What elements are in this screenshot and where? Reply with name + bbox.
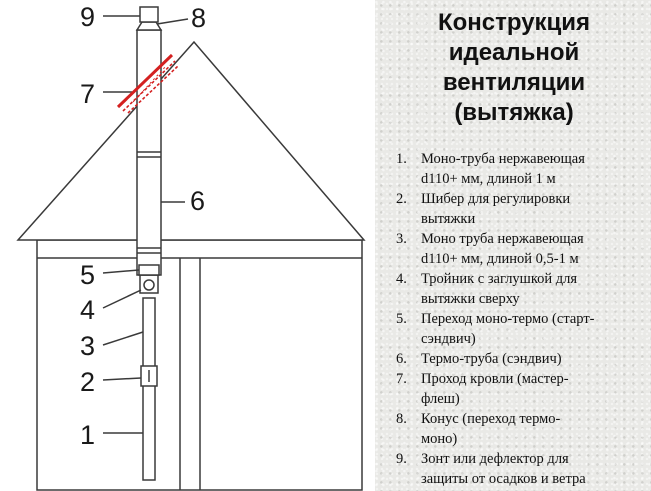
legend-number: 5. bbox=[396, 311, 407, 327]
callout-number: 9 bbox=[80, 2, 96, 32]
legend-item bbox=[396, 369, 636, 409]
legend-text-line: Тройник с заглушкой для bbox=[421, 271, 578, 287]
legend-item bbox=[396, 229, 636, 269]
legend-item bbox=[396, 309, 636, 349]
legend-text-line: сэндвич) bbox=[421, 331, 476, 347]
legend-item bbox=[396, 189, 636, 229]
legend-item bbox=[396, 269, 636, 309]
callout-number: 8 bbox=[191, 3, 207, 33]
callout-line bbox=[157, 19, 188, 24]
title-line: (вытяжка) bbox=[454, 99, 574, 126]
legend-number: 9. bbox=[396, 451, 407, 467]
legend-text-line: моно) bbox=[421, 431, 458, 447]
mono-pipe-lower bbox=[143, 298, 155, 480]
legend-number: 8. bbox=[396, 411, 407, 427]
legend-number: 7. bbox=[396, 371, 407, 387]
callout-number: 5 bbox=[80, 260, 96, 290]
legend-text-line: Зонт или дефлектор для bbox=[421, 451, 569, 467]
title-line: Конструкция bbox=[437, 9, 591, 36]
callout-number: 6 bbox=[190, 186, 206, 216]
legend-number: 3. bbox=[396, 231, 407, 247]
legend-text-line: Термо-труба (сэндвич) bbox=[421, 351, 562, 367]
legend-text-line: Моно-труба нержавеющая bbox=[421, 151, 585, 167]
component-legend bbox=[396, 149, 636, 489]
legend-item bbox=[396, 409, 636, 449]
title-line: вентиляции bbox=[442, 69, 586, 96]
legend-text-line: вытяжки bbox=[421, 211, 476, 227]
legend-text-line: Проход кровли (мастер- bbox=[421, 371, 569, 387]
legend-number: 6. bbox=[396, 351, 407, 367]
legend-text-line: Переход моно-термо (старт- bbox=[421, 311, 595, 327]
callout-number: 4 bbox=[80, 295, 96, 325]
legend-text-line: Конус (переход термо- bbox=[421, 411, 561, 427]
callout-number: 3 bbox=[80, 331, 96, 361]
page-title bbox=[378, 8, 650, 128]
callout-number: 2 bbox=[80, 367, 96, 397]
legend-number: 2. bbox=[396, 191, 407, 207]
legend-text-line: защиты от осадков и ветра bbox=[421, 471, 586, 487]
legend-text-line: d110+ мм, длиной 1 м bbox=[421, 171, 556, 187]
legend-text-line: Шибер для регулировки bbox=[421, 191, 571, 207]
legend-text-line: флеш) bbox=[421, 391, 460, 407]
tee-cap bbox=[144, 280, 154, 290]
umbrella-cap bbox=[140, 7, 158, 22]
legend-text-line: d110+ мм, длиной 0,5-1 м bbox=[421, 251, 579, 267]
legend-item bbox=[396, 149, 636, 189]
legend-number: 1. bbox=[396, 151, 407, 167]
legend-number: 4. bbox=[396, 271, 407, 287]
legend-item bbox=[396, 349, 636, 369]
callout-number: 7 bbox=[80, 79, 96, 109]
title-line: идеальной bbox=[448, 39, 580, 66]
callout-number: 1 bbox=[80, 420, 96, 450]
legend-item bbox=[396, 449, 636, 489]
legend-text-line: Моно труба нержавеющая bbox=[421, 231, 584, 247]
start-sandwich-adapter bbox=[139, 265, 159, 275]
legend-text-line: вытяжки сверху bbox=[421, 291, 520, 307]
